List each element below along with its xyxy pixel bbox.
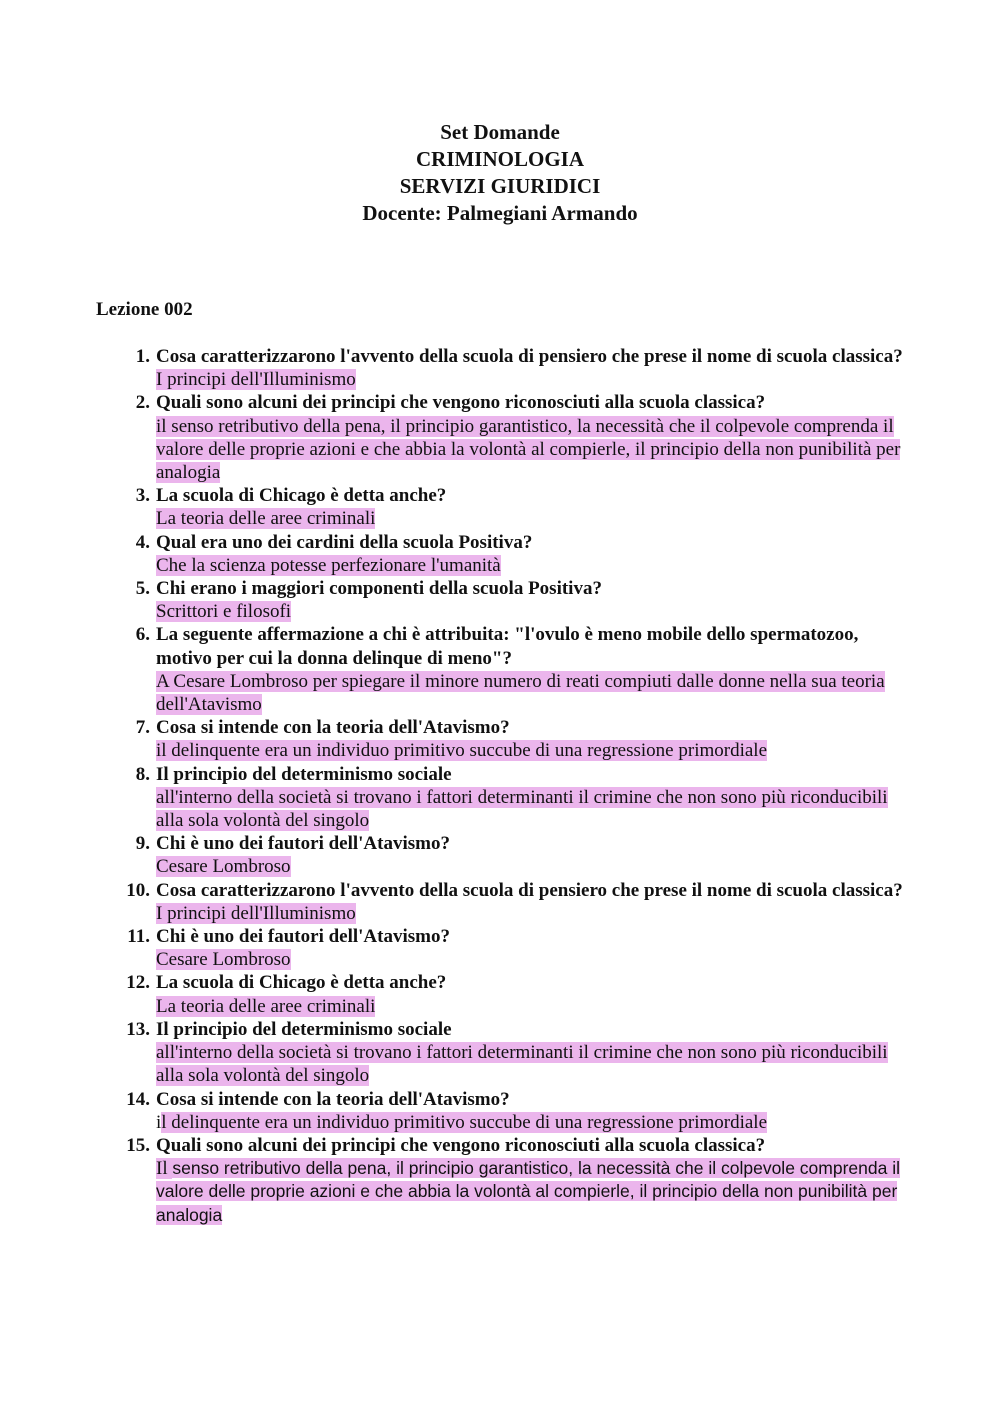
answer-highlight: I principi dell'Illuminismo [156, 369, 356, 391]
question-number: 2. [135, 392, 150, 414]
question-item-2 [0, 391, 916, 484]
question-item-8 [0, 763, 916, 833]
answer-text [156, 1041, 916, 1087]
question-number: 12. [126, 972, 150, 994]
question-text: Quali sono alcuni dei principi che vengono riconosciuti alla scuola classica? [156, 392, 766, 414]
question-text: La seguente affermazione a chi è attribuita: "l'ovulo è meno mobile dello spermatozoo, motivo per cui la donna delinque di meno"? [156, 624, 859, 669]
question-text: Qual era uno dei cardini della scuola Positiva? [156, 531, 533, 553]
question-text: Quali sono alcuni dei principi che vengono riconosciuti alla scuola classica? [156, 1134, 766, 1156]
question-number: 8. [135, 763, 150, 785]
answer-highlight: La teoria delle aree criminali [156, 508, 376, 530]
question-text: Chi è uno dei fautori dell'Atavismo? [156, 833, 450, 855]
answer-text [156, 415, 916, 485]
question-text: La scuola di Chicago è detta anche? [156, 485, 447, 507]
answer-highlight: all'interno della società si trovano i fattori determinanti il crimine che non sono più riconducibili alla sola volontà del singolo [156, 1042, 888, 1087]
header-teacher: Docente: Palmegiani Armando [362, 201, 638, 225]
answer-highlight: La teoria delle aree criminali [156, 995, 376, 1017]
question-number: 4. [135, 531, 150, 553]
answer-text [156, 948, 916, 971]
question-list [0, 345, 1000, 1227]
answer-highlight: senso retributivo della pena, il principio garantistico, la necessità che il colpevole comprenda il valore delle proprie azioni e che abbia la volontà al compierle, il principio della non punibilità per analogia [156, 1158, 900, 1225]
answer-highlight: all'interno della società si trovano i fattori determinanti il crimine che non sono più riconducibili alla sola volontà del singolo [156, 786, 888, 832]
question-item-1 [0, 345, 916, 391]
question-text: Il principio del determinismo sociale [156, 1018, 452, 1040]
question-number: 15. [126, 1134, 150, 1156]
question-item-15 [0, 1134, 916, 1227]
answer-text [156, 670, 916, 716]
question-text: Chi erano i maggiori componenti della scuola Positiva? [156, 578, 602, 600]
question-text: Cosa si intende con la teoria dell'Atavismo? [156, 717, 510, 739]
question-number: 7. [135, 717, 150, 739]
header-subject: CRIMINOLOGIA [415, 147, 584, 171]
question-number: 10. [126, 879, 150, 901]
question-number: 6. [135, 624, 150, 646]
question-item-10 [0, 879, 916, 925]
question-number: 14. [126, 1088, 150, 1110]
question-number: 11. [127, 926, 150, 948]
answer-text [156, 995, 916, 1018]
answer-highlight: Che la scienza potesse perfezionare l'umanità [156, 554, 501, 576]
header-title: Set Domande [440, 120, 560, 144]
question-item-5 [0, 577, 916, 623]
answer-prefix: Il [156, 1158, 168, 1180]
question-text: Cosa caratterizzarono l'avvento della scuola di pensiero che prese il nome di scuola classica? [156, 879, 903, 901]
question-text: Cosa caratterizzarono l'avvento della scuola di pensiero che prese il nome di scuola classica? [156, 346, 903, 367]
answer-text [156, 902, 916, 925]
question-item-7 [0, 716, 916, 762]
question-item-12 [0, 971, 916, 1017]
answer-highlight: il senso retributivo della pena, il principio garantistico, la necessità che il colpevole comprenda il valore delle proprie azioni e che abbia la volontà al compierle, il principio della non punibilità per analogia [156, 415, 901, 484]
lesson-title: Lezione 002 [96, 299, 193, 320]
answer-text [156, 507, 916, 530]
answer-highlight: A Cesare Lombroso per spiegare il minore numero di reati compiuti dalle donne nella sua teoria dell'Atavismo [156, 670, 885, 716]
question-item-4 [0, 531, 916, 577]
answer-highlight: Cesare Lombroso [156, 949, 291, 971]
answer-highlight: Scrittori e filosofi [156, 601, 292, 623]
question-item-11 [0, 925, 916, 971]
question-number: 9. [135, 833, 150, 855]
question-number: 1. [135, 346, 150, 367]
question-number: 5. [135, 578, 150, 600]
answer-text [156, 368, 916, 391]
question-item-3 [0, 484, 916, 530]
question-text: Il principio del determinismo sociale [156, 763, 452, 785]
question-item-13 [0, 1018, 916, 1088]
answer-text [156, 1157, 916, 1227]
answer-text [156, 855, 916, 878]
header-course: SERVIZI GIURIDICI [399, 174, 601, 198]
answer-text [156, 739, 916, 762]
document-header [0, 119, 1000, 227]
answer-text [156, 1111, 916, 1134]
question-item-9 [0, 832, 916, 878]
question-item-14 [0, 1088, 916, 1134]
answer-highlight: Cesare Lombroso [156, 856, 291, 878]
answer-text [156, 600, 916, 623]
question-number: 3. [135, 485, 150, 507]
question-text: Chi è uno dei fautori dell'Atavismo? [156, 926, 450, 948]
question-text: La scuola di Chicago è detta anche? [156, 972, 447, 994]
answer-text [156, 786, 916, 832]
answer-prefix: i [156, 1111, 162, 1133]
answer-text [156, 554, 916, 577]
answer-highlight: l delinquente era un individuo primitivo succube di una regressione primordiale [161, 1111, 768, 1133]
question-item-6 [0, 623, 916, 716]
question-number: 13. [126, 1018, 150, 1040]
answer-highlight: il delinquente era un individuo primitivo succube di una regressione primordiale [156, 740, 768, 762]
answer-highlight: I principi dell'Illuminismo [156, 902, 356, 924]
question-text: Cosa si intende con la teoria dell'Atavismo? [156, 1088, 510, 1110]
